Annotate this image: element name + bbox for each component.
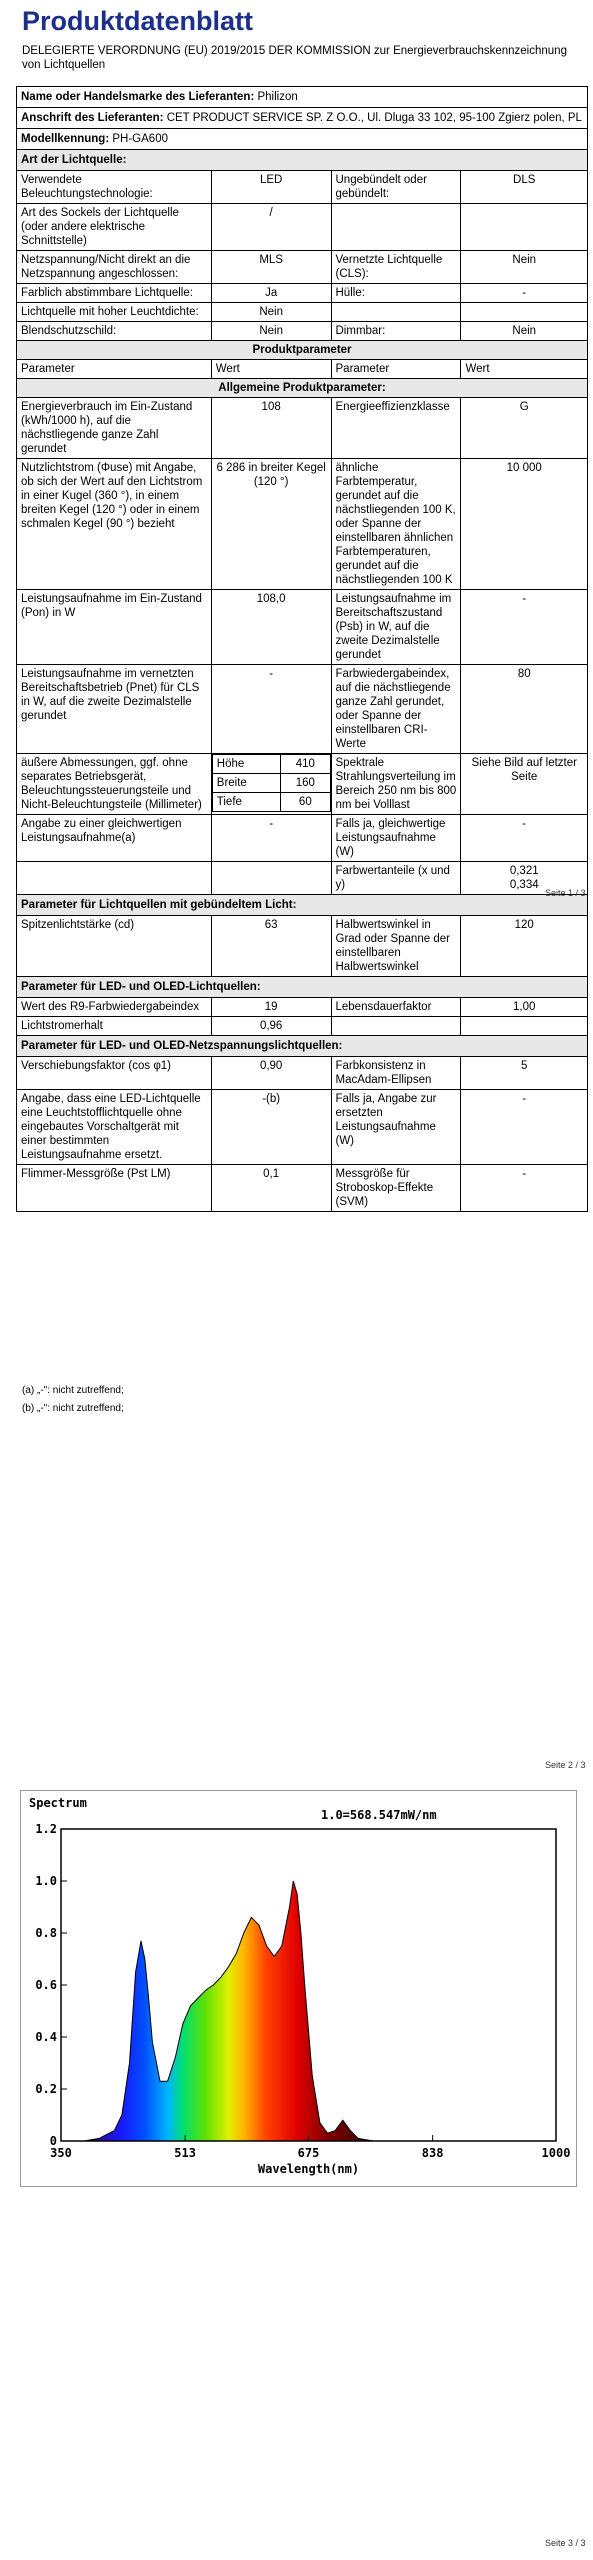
supplier-name-value: Philizon xyxy=(257,91,298,103)
table-row xyxy=(17,303,588,322)
param-value: - xyxy=(461,590,588,665)
table-row xyxy=(17,665,588,754)
table-row xyxy=(17,590,588,665)
table-row xyxy=(17,916,588,977)
section-heading: Allgemeine Produktparameter: xyxy=(17,379,588,398)
param-label: Angabe, dass eine LED-Lichtquelle eine Leuchtstofflichtquelle ohne eingebautes Vorschaltgerät mit einer bestimmten Leistungsaufnahme ersetzt. xyxy=(17,1090,212,1165)
table-row xyxy=(17,862,588,895)
dimension-row xyxy=(212,793,330,812)
y-tick-label: 1.0 xyxy=(35,1874,57,1888)
param-label: Lebensdauerfaktor xyxy=(331,998,461,1017)
param-label: Farblich abstimmbare Lichtquelle: xyxy=(17,284,212,303)
x-tick-label: 838 xyxy=(421,2146,444,2160)
param-label: Farbkonsistenz in MacAdam-Ellipsen xyxy=(331,1057,461,1090)
section-heading: Parameter für Lichtquellen mit gebündeltem Licht: xyxy=(17,895,588,916)
y-tick-label: 1.2 xyxy=(35,1822,57,1836)
column-header: Wert xyxy=(211,360,331,379)
supplier-name xyxy=(17,87,588,108)
x-tick-label: 1000 xyxy=(541,2146,571,2160)
param-value: - xyxy=(211,665,331,754)
supplier-address-label: Anschrift des Lieferanten: xyxy=(21,112,164,124)
regulation-subtitle: DELEGIERTE VERORDNUNG (EU) 2019/2015 DER KOMMISSION zur Energieverbrauchskennzeichnung von Lichtquellen xyxy=(22,45,567,71)
section-heading: Art der Lichtquelle: xyxy=(17,150,588,171)
param-value: 108 xyxy=(211,398,331,459)
param-value: 1,00 xyxy=(461,998,588,1017)
table-row xyxy=(17,754,588,815)
model-id-value: PH-GA600 xyxy=(112,133,168,145)
table-row xyxy=(17,251,588,284)
param-label: Leistungsaufnahme im Bereitschaftszustand (Psb) in W, auf die zweite Dezimalstelle gerundet xyxy=(331,590,461,665)
param-value: 10 000 xyxy=(461,459,588,590)
param-label: Spitzenlichtstärke (cd) xyxy=(17,916,212,977)
product-data-table xyxy=(16,86,588,1212)
page-number-2: Seite 2 / 3 xyxy=(545,1760,586,1770)
dimension-name: Tiefe xyxy=(212,793,280,812)
spectrum-chart-svg xyxy=(21,1791,576,2186)
param-value: -(b) xyxy=(211,1090,331,1165)
param-label xyxy=(331,303,461,322)
table-row xyxy=(17,398,588,459)
section-row xyxy=(17,895,588,916)
param-label: Energieeffizienzklasse xyxy=(331,398,461,459)
param-value: Nein xyxy=(461,322,588,341)
param-value: 120 xyxy=(461,916,588,977)
footnote-b: (b) „-": nicht zutreffend; xyxy=(22,1403,124,1414)
param-label: Dimmbar: xyxy=(331,322,461,341)
param-value: 0,1 xyxy=(211,1165,331,1212)
dimensions-values xyxy=(211,754,331,815)
model-id xyxy=(17,129,588,150)
param-value: G xyxy=(461,398,588,459)
param-label: Wert des R9-Farbwiedergabeindex xyxy=(17,998,212,1017)
param-label: Verschiebungsfaktor (cos φ1) xyxy=(17,1057,212,1090)
page-number-1: Seite 1 / 3 xyxy=(545,888,586,898)
column-header: Wert xyxy=(461,360,588,379)
spectrum-area xyxy=(61,1881,556,2141)
param-value: 80 xyxy=(461,665,588,754)
param-value: Nein xyxy=(211,303,331,322)
y-tick-label: 0.2 xyxy=(35,2082,57,2096)
param-value: 63 xyxy=(211,916,331,977)
param-label: Farbwertanteile (x und y) xyxy=(331,862,461,895)
header-row xyxy=(17,360,588,379)
param-label: Lichtstromerhalt xyxy=(17,1017,212,1036)
param-value: 0,321 0,334 xyxy=(461,862,588,895)
supplier-address-row xyxy=(17,108,588,129)
param-label: Lichtquelle mit hoher Leuchtdichte: xyxy=(17,303,212,322)
dimensions-label: äußere Abmessungen, ggf. ohne separates Betriebsgerät, Beleuchtungssteuerungsteile und Nicht-Beleuchtungsteile (Millimeter) xyxy=(17,754,212,815)
table-row xyxy=(17,284,588,303)
param-value: 6 286 in breiter Kegel (120 °) xyxy=(211,459,331,590)
param-label: ähnliche Farbtemperatur, gerundet auf die nächstliegenden 100 K, oder Spanne der einstellbaren ähnlichen Farbtemperaturen, gerundet auf die nächstliegenden 100 K xyxy=(331,459,461,590)
table-row xyxy=(17,1017,588,1036)
param-label: Falls ja, Angabe zur ersetzten Leistungsaufnahme (W) xyxy=(331,1090,461,1165)
param-value: 0,90 xyxy=(211,1057,331,1090)
param-label: Hülle: xyxy=(331,284,461,303)
param-label: Halbwertswinkel in Grad oder Spanne der einstellbaren Halbwertswinkel xyxy=(331,916,461,977)
section-row xyxy=(17,341,588,360)
column-header: Parameter xyxy=(331,360,461,379)
param-label: Leistungsaufnahme im vernetzten Bereitschaftsbetrieb (Pnet) für CLS in W, auf die zweite Dezimalstelle gerundet xyxy=(17,665,212,754)
table-row xyxy=(17,1090,588,1165)
section-heading: Produktparameter xyxy=(17,341,588,360)
y-tick-label: 0.6 xyxy=(35,1978,57,1992)
param-label xyxy=(331,204,461,251)
table-row xyxy=(17,171,588,204)
section-heading: Parameter für LED- und OLED-Lichtquellen: xyxy=(17,977,588,998)
page-title: Produktdatenblatt xyxy=(22,6,254,36)
chart-annotation: 1.0=568.547mW/nm xyxy=(321,1808,437,1822)
empty-cell xyxy=(211,862,331,895)
supplier-address xyxy=(17,108,588,129)
dimensions-table xyxy=(212,754,331,812)
dimension-value: 60 xyxy=(281,793,330,812)
table-row xyxy=(17,998,588,1017)
param-value: DLS xyxy=(461,171,588,204)
x-tick-label: 513 xyxy=(174,2146,196,2160)
supplier-name-label: Name oder Handelsmarke des Lieferanten: xyxy=(21,91,255,103)
table-row xyxy=(17,815,588,862)
param-label: Angabe zu einer gleichwertigen Leistungsaufnahme(a) xyxy=(17,815,212,862)
y-tick-label: 0.8 xyxy=(35,1926,57,1940)
x-tick-label: 350 xyxy=(50,2146,72,2160)
param-label: Verwendete Beleuchtungstechnologie: xyxy=(17,171,212,204)
y-tick-label: 0.4 xyxy=(35,2030,57,2044)
param-value: MLS xyxy=(211,251,331,284)
supplier-address-value: CET PRODUCT SERVICE SP. Z O.O., Ul. Dluga 33 102, 95-100 Zgierz polen, PL xyxy=(166,112,582,124)
param-value: - xyxy=(461,284,588,303)
param-value: - xyxy=(211,815,331,862)
empty-cell xyxy=(17,862,212,895)
param-label: Art des Sockels der Lichtquelle (oder andere elektrische Schnittstelle) xyxy=(17,204,212,251)
param-label: Spektrale Strahlungsverteilung im Bereich 250 nm bis 800 nm bei Volllast xyxy=(331,754,461,815)
param-label: Leistungsaufnahme im Ein-Zustand (Pon) in W xyxy=(17,590,212,665)
param-label: Vernetzte Lichtquelle (CLS): xyxy=(331,251,461,284)
param-label: Falls ja, gleichwertige Leistungsaufnahme (W) xyxy=(331,815,461,862)
column-header: Parameter xyxy=(17,360,212,379)
dimension-value: 160 xyxy=(281,774,330,793)
param-value: 19 xyxy=(211,998,331,1017)
spectrum-chart xyxy=(20,1790,577,2187)
table-row xyxy=(17,322,588,341)
y-tick-label: 0 xyxy=(49,2134,57,2148)
section-heading: Parameter für LED- und OLED-Netzspannungslichtquellen: xyxy=(17,1036,588,1057)
x-tick-label: 675 xyxy=(297,2146,320,2160)
param-value: 108,0 xyxy=(211,590,331,665)
param-label: Blendschutzschild: xyxy=(17,322,212,341)
param-value: 5 xyxy=(461,1057,588,1090)
param-label: Farbwiedergabeindex, auf die nächstliegende ganze Zahl gerundet, oder Spanne der einstellbaren CRI-Werte xyxy=(331,665,461,754)
param-label xyxy=(331,1017,461,1036)
dimension-row xyxy=(212,774,330,793)
table-row xyxy=(17,1057,588,1090)
param-label: Nutzlichtstrom (Φuse) mit Angabe, ob sich der Wert auf den Lichtstrom in einer Kugel (360 °), in einem breiten Kegel (120 °) oder in einem schmalen Kegel (90 °) bezieht xyxy=(17,459,212,590)
dimension-name: Breite xyxy=(212,774,280,793)
section-row xyxy=(17,977,588,998)
param-value: Nein xyxy=(461,251,588,284)
param-value: - xyxy=(461,1090,588,1165)
page-number-3: Seite 3 / 3 xyxy=(545,2538,586,2548)
param-value xyxy=(461,303,588,322)
chart-title: Spectrum xyxy=(29,1796,87,1810)
param-value: 0,96 xyxy=(211,1017,331,1036)
section-row xyxy=(17,150,588,171)
param-value: Siehe Bild auf letzter Seite xyxy=(461,754,588,815)
param-value: - xyxy=(461,815,588,862)
dimension-value: 410 xyxy=(281,755,330,774)
table-row xyxy=(17,204,588,251)
param-value: Nein xyxy=(211,322,331,341)
dimension-name: Höhe xyxy=(212,755,280,774)
section-row xyxy=(17,379,588,398)
param-value: LED xyxy=(211,171,331,204)
param-label: Messgröße für Stroboskop-Effekte (SVM) xyxy=(331,1165,461,1212)
model-id-row xyxy=(17,129,588,150)
param-value: - xyxy=(461,1165,588,1212)
x-axis-label: Wavelength(nm) xyxy=(257,2162,360,2176)
param-label: Energieverbrauch im Ein-Zustand (kWh/1000 h), auf die nächstliegende ganze Zahl gerundet xyxy=(17,398,212,459)
param-label: Ungebündelt oder gebündelt: xyxy=(331,171,461,204)
section-row xyxy=(17,1036,588,1057)
param-label: Netzspannung/Nicht direkt an die Netzspannung angeschlossen: xyxy=(17,251,212,284)
dimension-row xyxy=(212,755,330,774)
param-label: Flimmer-Messgröße (Pst LM) xyxy=(17,1165,212,1212)
table-row xyxy=(17,1165,588,1212)
param-value: Ja xyxy=(211,284,331,303)
model-id-label: Modellkennung: xyxy=(21,133,110,145)
table-row xyxy=(17,459,588,590)
supplier-name-row xyxy=(17,87,588,108)
param-value xyxy=(461,204,588,251)
footnote-a: (a) „-": nicht zutreffend; xyxy=(22,1385,124,1396)
param-value xyxy=(461,1017,588,1036)
param-value: / xyxy=(211,204,331,251)
